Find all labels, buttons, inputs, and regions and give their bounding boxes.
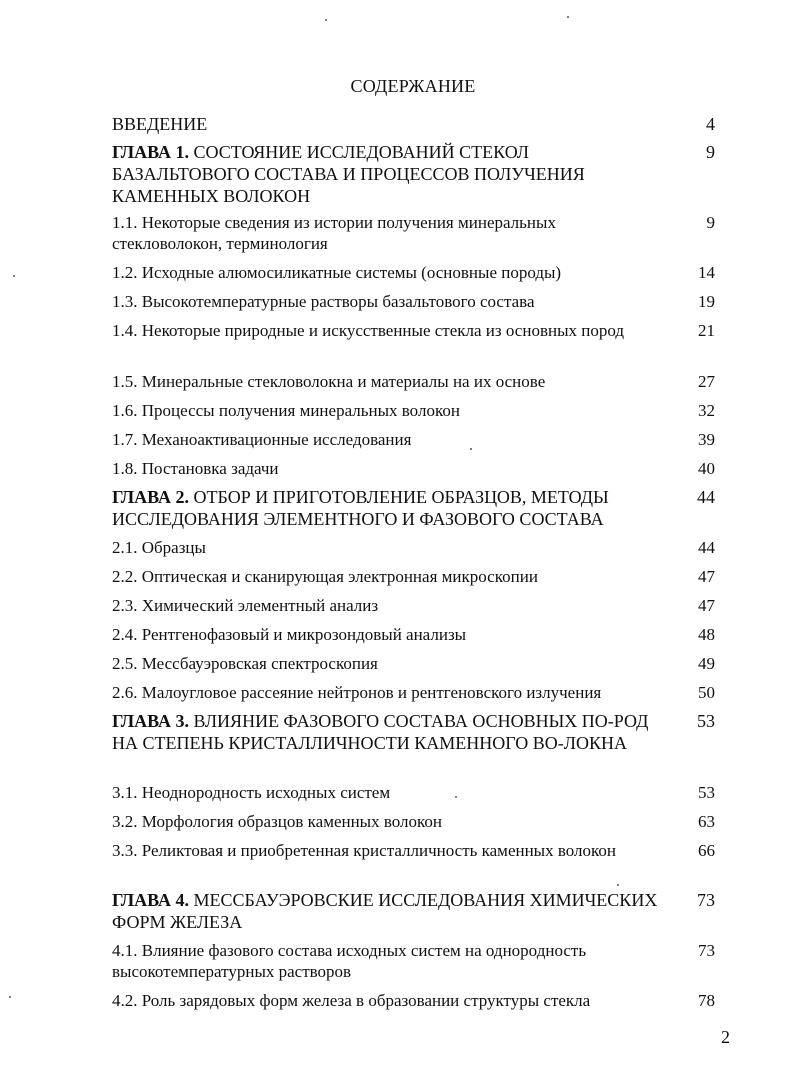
toc-entry-title — [112, 486, 668, 530]
toc-entry-page: 14 — [698, 263, 715, 282]
toc-entry-page: 63 — [698, 812, 715, 831]
toc-entry-page: 47 — [698, 596, 715, 615]
scan-speck — [567, 16, 569, 18]
toc-entry-title: 2.5. Мессбауэровская спектроскопия — [112, 654, 378, 673]
toc-entry-title: 2.4. Рентгенофазовый и микрозондовый анализы — [112, 625, 467, 644]
toc-entry-page: 44 — [697, 487, 715, 507]
chapter-label: ГЛАВА 3. — [112, 711, 190, 731]
chapter-heading: ОТБОР И ПРИГОТОВЛЕНИЕ ОБРАЗЦОВ, МЕТОДЫ ИССЛЕДОВАНИЯ ЭЛЕМЕНТНОГО И ФАЗОВОГО СОСТАВА — [112, 487, 609, 529]
toc-entry-title — [112, 889, 668, 933]
toc-entry-title: 1.3. Высокотемпературные растворы базальтового состава — [112, 292, 535, 311]
toc-entry-title: 1.6. Процессы получения минеральных волокон — [112, 401, 460, 420]
toc-entry-title: 2.3. Химический элементный анализ — [112, 596, 379, 615]
toc-entry-title: 2.6. Малоугловое рассеяние нейтронов и рентгеновского излучения — [112, 683, 602, 702]
toc-entry-title: 1.7. Механоактивационные исследования — [112, 430, 412, 449]
toc-entry-title: 3.3. Реликтовая и приобретенная кристалличность каменных волокон — [112, 841, 617, 860]
toc-entry-title: 4.2. Роль зарядовых форм железа в образовании структуры стекла — [112, 991, 591, 1010]
toc-entry-page: 4 — [706, 114, 715, 134]
scan-speck — [617, 884, 619, 886]
toc-entry-page: 40 — [698, 459, 715, 478]
toc-entry-title: 2.2. Оптическая и сканирующая электронная микроскопии — [112, 567, 538, 586]
toc-entry-page: 48 — [698, 625, 715, 644]
toc-entry-page: 9 — [706, 142, 715, 162]
chapter-heading: СОСТОЯНИЕ ИССЛЕДОВАНИЙ СТЕКОЛ БАЗАЛЬТОВОГО СОСТАВА И ПРОЦЕССОВ ПОЛУЧЕНИЯ КАМЕННЫХ ВОЛОКОН — [112, 142, 585, 206]
toc-entry-page: 53 — [697, 711, 715, 731]
toc-entry-page: 21 — [698, 321, 715, 340]
scan-speck — [9, 996, 11, 998]
scan-speck — [455, 796, 457, 798]
chapter-label: ГЛАВА 4. — [112, 890, 190, 910]
toc-entry-page: 27 — [698, 372, 715, 391]
toc-entry-title: 3.1. Неоднородность исходных систем — [112, 783, 391, 802]
toc-entry-title — [112, 141, 668, 207]
toc-entry-page: 44 — [698, 538, 715, 557]
scan-speck — [13, 275, 15, 277]
page-title: СОДЕРЖАНИЕ — [350, 76, 476, 96]
toc-entry-title: 2.1. Образцы — [112, 538, 206, 557]
toc-entry-title: 1.1. Некоторые сведения из истории получения минеральных стекловолокон, терминология — [112, 213, 556, 253]
toc-entry-page: 50 — [698, 683, 715, 702]
toc-entry-page: 32 — [698, 401, 715, 420]
toc-entry-page: 47 — [698, 567, 715, 586]
toc-entry-page: 19 — [698, 292, 715, 311]
toc-entry-title: 1.8. Постановка задачи — [112, 459, 279, 478]
toc-entry-page: 73 — [698, 941, 715, 960]
toc-entry-title: ВВЕДЕНИЕ — [112, 114, 208, 134]
toc-entry-page: 53 — [698, 783, 715, 802]
toc-entry-page: 9 — [706, 213, 715, 232]
scan-speck — [325, 19, 327, 21]
toc-entry-page: 73 — [697, 890, 715, 910]
toc-entry-page: 49 — [698, 654, 715, 673]
toc-entry-page: 78 — [698, 991, 715, 1010]
chapter-label: ГЛАВА 1. — [112, 142, 190, 162]
toc-entry-title: 4.1. Влияние фазового состава исходных систем на однородность высокотемпературных растворов — [112, 941, 587, 981]
chapter-heading: ВЛИЯНИЕ ФАЗОВОГО СОСТАВА ОСНОВНЫХ ПО-РОД НА СТЕПЕНЬ КРИСТАЛЛИЧНОСТИ КАМЕННОГО ВО-ЛОКНА — [112, 711, 649, 753]
chapter-heading: МЕССБАУЭРОВСКИЕ ИССЛЕДОВАНИЯ ХИМИЧЕСКИХ ФОРМ ЖЕЛЕЗА — [112, 890, 658, 932]
scan-speck — [470, 448, 472, 450]
toc-entry-page: 66 — [698, 841, 715, 860]
toc-entry-page: 39 — [698, 430, 715, 449]
toc-entry-title: 1.2. Исходные алюмосиликатные системы (основные породы) — [112, 263, 562, 282]
toc-entry-title: 1.4. Некоторые природные и искусственные стекла из основных пород — [112, 321, 624, 340]
toc-entry-title: 1.5. Минеральные стекловолокна и материалы на их основе — [112, 372, 546, 391]
page-number: 2 — [721, 1027, 730, 1047]
toc-entry-title: 3.2. Морфология образцов каменных волокон — [112, 812, 443, 831]
chapter-label: ГЛАВА 2. — [112, 487, 190, 507]
toc-entry-title — [112, 710, 668, 754]
